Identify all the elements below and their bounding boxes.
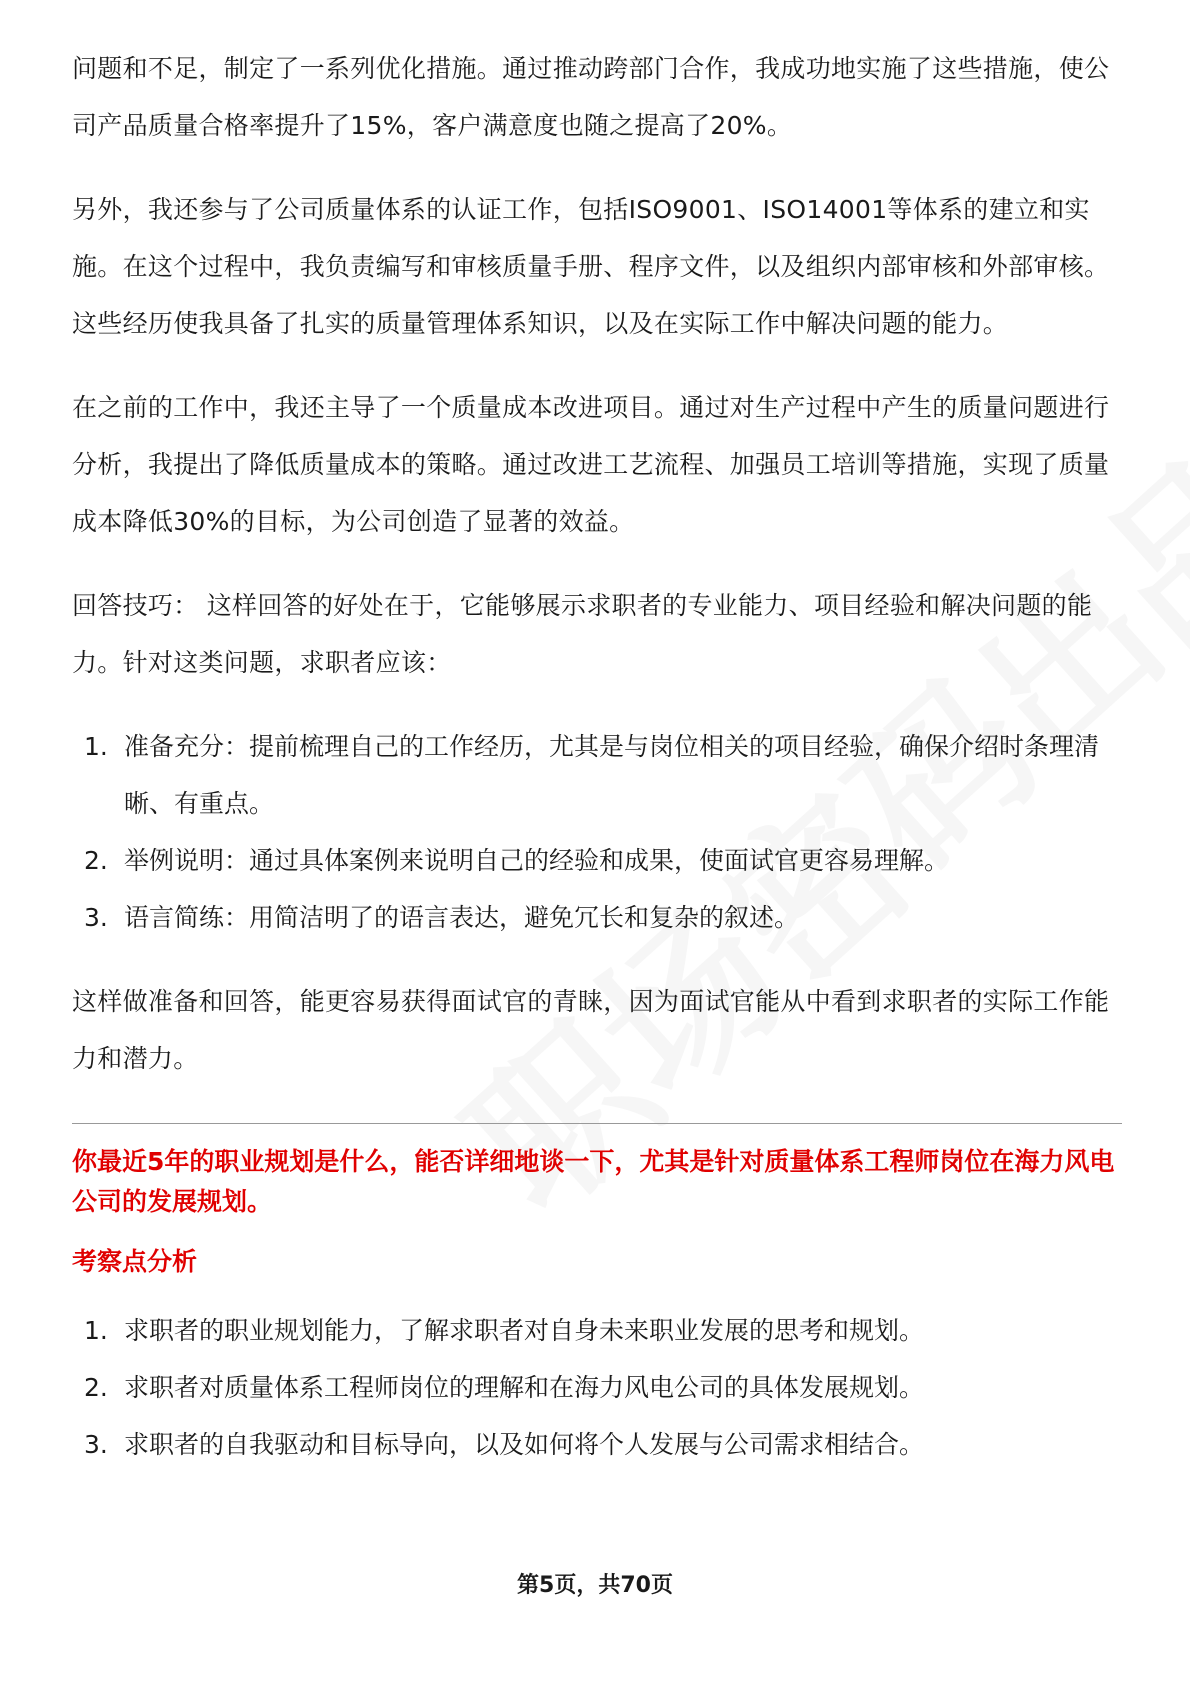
list-item: [72, 1416, 1122, 1473]
paragraph-2: 另外，我还参与了公司质量体系的认证工作，包括ISO9001、ISO14001等体系的建立和实施。在这个过程中，我负责编写和审核质量手册、程序文件，以及组织内部审核和外部审核。这些经历使我具备了扎实的质量管理体系知识，以及在实际工作中解决问题的能力。: [72, 195, 1110, 338]
list-number: 2.: [84, 1373, 108, 1402]
document-page: [72, 40, 1122, 1500]
interview-question: 你最近5年的职业规划是什么，能否详细地谈一下，尤其是针对质量体系工程师岗位在海力风电公司的发展规划。: [72, 1147, 1115, 1216]
list-text: 求职者对质量体系工程师岗位的理解和在海力风电公司的具体发展规划。: [124, 1373, 925, 1402]
page-footer: 第5页，共70页: [517, 1573, 673, 1598]
list-number: 3.: [84, 903, 108, 932]
list-item: [72, 889, 1122, 946]
list-text: 语言简练：用简洁明了的语言表达，避免冗长和复杂的叙述。: [124, 903, 800, 932]
list-item: [72, 718, 1122, 832]
list-number: 3.: [84, 1430, 108, 1459]
analysis-heading: 考察点分析: [72, 1247, 198, 1276]
list-number: 2.: [84, 846, 108, 875]
answer-tips-paragraph: 回答技巧： 这样回答的好处在于，它能够展示求职者的专业能力、项目经验和解决问题的能力。针对这类问题，求职者应该：: [72, 591, 1093, 677]
list-text: 准备充分：提前梳理自己的工作经历，尤其是与岗位相关的项目经验，确保介绍时条理清晰、有重点。: [124, 732, 1100, 818]
list-text: 举例说明：通过具体案例来说明自己的经验和成果，使面试官更容易理解。: [124, 846, 950, 875]
list-number: 1.: [84, 732, 108, 761]
paragraph-3: 在之前的工作中，我还主导了一个质量成本改进项目。通过对生产过程中产生的质量问题进行分析，我提出了降低质量成本的策略。通过改进工艺流程、加强员工培训等措施，实现了质量成本降低30%的目标，为公司创造了显著的效益。: [72, 393, 1110, 536]
closing-paragraph: 这样做准备和回答，能更容易获得面试官的青睐，因为面试官能从中看到求职者的实际工作能力和潜力。: [72, 987, 1110, 1073]
list-number: 1.: [84, 1316, 108, 1345]
section-divider: [72, 1123, 1122, 1124]
tips-list: [72, 718, 1122, 946]
list-item: [72, 832, 1122, 889]
list-item: [72, 1359, 1122, 1416]
list-text: 求职者的职业规划能力，了解求职者对自身未来职业发展的思考和规划。: [124, 1316, 925, 1345]
paragraph-1: 问题和不足，制定了一系列优化措施。通过推动跨部门合作，我成功地实施了这些措施，使公司产品质量合格率提升了15%，客户满意度也随之提高了20%。: [72, 54, 1110, 140]
list-item: [72, 1302, 1122, 1359]
list-text: 求职者的自我驱动和目标导向，以及如何将个人发展与公司需求相结合。: [124, 1430, 925, 1459]
analysis-list: [72, 1302, 1122, 1473]
